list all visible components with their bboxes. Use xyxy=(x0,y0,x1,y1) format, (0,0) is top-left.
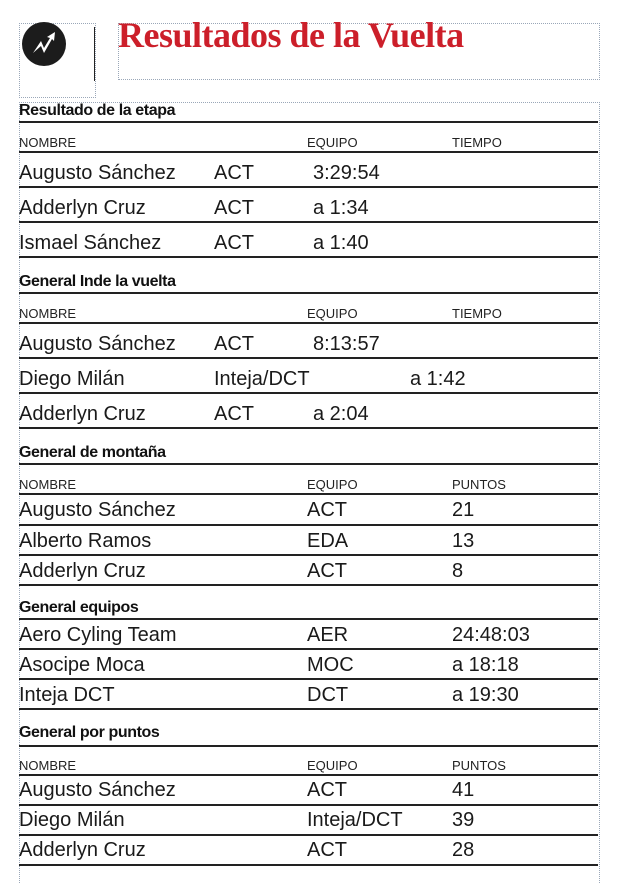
cell-value: a 1:40 xyxy=(313,232,369,254)
cell-value: 24:48:03 xyxy=(452,624,530,646)
cell-value: 8:13:57 xyxy=(313,333,380,355)
cell-name: Alberto Ramos xyxy=(19,530,152,552)
divider xyxy=(19,648,598,650)
cell-value: a 2:04 xyxy=(313,403,369,425)
header-equipo: EQUIPO xyxy=(307,306,358,321)
cell-value: 13 xyxy=(452,530,475,552)
cell-team: AER xyxy=(307,624,349,646)
cell-name: Adderlyn Cruz xyxy=(19,839,146,861)
cell-name: Asocipe Moca xyxy=(19,654,145,676)
divider xyxy=(19,121,598,123)
cell-name: Adderlyn Cruz xyxy=(19,560,146,582)
divider xyxy=(19,524,598,526)
header-nombre: NOMBRE xyxy=(19,477,77,492)
header-nombre: NOMBRE xyxy=(19,306,77,321)
cell-name: Adderlyn Cruz xyxy=(19,197,146,219)
cell-team: ACT xyxy=(214,162,254,184)
cell-team: MOC xyxy=(307,654,354,676)
cell-name: Inteja DCT xyxy=(19,684,115,706)
cell-team: Inteja/DCT xyxy=(214,368,310,390)
divider xyxy=(19,463,598,465)
divider xyxy=(19,493,598,495)
cell-value: 3:29:54 xyxy=(313,162,380,184)
divider xyxy=(19,745,598,747)
divider xyxy=(19,427,598,429)
divider xyxy=(19,678,598,680)
header-tiempo: TIEMPO xyxy=(452,306,502,321)
divider xyxy=(19,357,598,359)
divider xyxy=(19,584,598,586)
header-tiempo: TIEMPO xyxy=(452,135,502,150)
divider xyxy=(19,834,598,836)
header-equipo: EQUIPO xyxy=(307,135,358,150)
divider xyxy=(19,864,598,866)
section-title: General de montaña xyxy=(19,444,166,461)
cell-team: ACT xyxy=(307,779,347,801)
cell-value: a 18:18 xyxy=(452,654,519,676)
cell-value: a 19:30 xyxy=(452,684,519,706)
divider xyxy=(19,804,598,806)
cell-team: ACT xyxy=(307,499,347,521)
divider xyxy=(19,774,598,776)
divider xyxy=(19,292,598,294)
cell-team: Inteja/DCT xyxy=(307,809,403,831)
lightning-arrow-icon xyxy=(22,22,66,66)
cell-value: a 1:34 xyxy=(313,197,369,219)
cell-value: 8 xyxy=(452,560,464,582)
cell-name: Augusto Sánchez xyxy=(19,162,176,184)
divider xyxy=(19,186,598,188)
header-equipo: EQUIPO xyxy=(307,477,358,492)
divider xyxy=(19,322,598,324)
page-title: Resultados de la Vuelta xyxy=(118,15,464,55)
section-title: General Inde la vuelta xyxy=(19,273,176,290)
cell-name: Augusto Sánchez xyxy=(19,779,176,801)
header-nombre: NOMBRE xyxy=(19,758,77,773)
cell-value: 39 xyxy=(452,809,475,831)
cell-name: Diego Milán xyxy=(19,809,125,831)
section-title: General por puntos xyxy=(19,724,160,741)
header-equipo: EQUIPO xyxy=(307,758,358,773)
divider xyxy=(19,221,598,223)
cell-name: Diego Milán xyxy=(19,368,125,390)
cell-value: 41 xyxy=(452,779,475,801)
header-puntos: PUNTOS xyxy=(452,477,506,492)
divider xyxy=(19,392,598,394)
divider xyxy=(19,554,598,556)
cell-team: ACT xyxy=(214,232,254,254)
cell-name: Adderlyn Cruz xyxy=(19,403,146,425)
cell-team: ACT xyxy=(307,560,347,582)
section-title: Resultado de la etapa xyxy=(19,102,176,119)
cell-value: 28 xyxy=(452,839,475,861)
cell-name: Augusto Sánchez xyxy=(19,333,176,355)
cell-value: a 1:42 xyxy=(410,368,466,390)
divider xyxy=(19,618,598,620)
header-nombre: NOMBRE xyxy=(19,135,77,150)
cell-name: Augusto Sánchez xyxy=(19,499,176,521)
divider xyxy=(94,27,95,81)
cell-team: DCT xyxy=(307,684,349,706)
divider xyxy=(19,256,598,258)
header-puntos: PUNTOS xyxy=(452,758,506,773)
cell-team: ACT xyxy=(307,839,347,861)
cell-team: EDA xyxy=(307,530,349,552)
cell-team: ACT xyxy=(214,333,254,355)
cell-team: ACT xyxy=(214,403,254,425)
cell-name: Aero Cyling Team xyxy=(19,624,177,646)
divider xyxy=(19,708,598,710)
section-title: General equipos xyxy=(19,599,139,616)
cell-value: 21 xyxy=(452,499,475,521)
cell-name: Ismael Sánchez xyxy=(19,232,162,254)
cell-team: ACT xyxy=(214,197,254,219)
divider xyxy=(19,151,598,153)
